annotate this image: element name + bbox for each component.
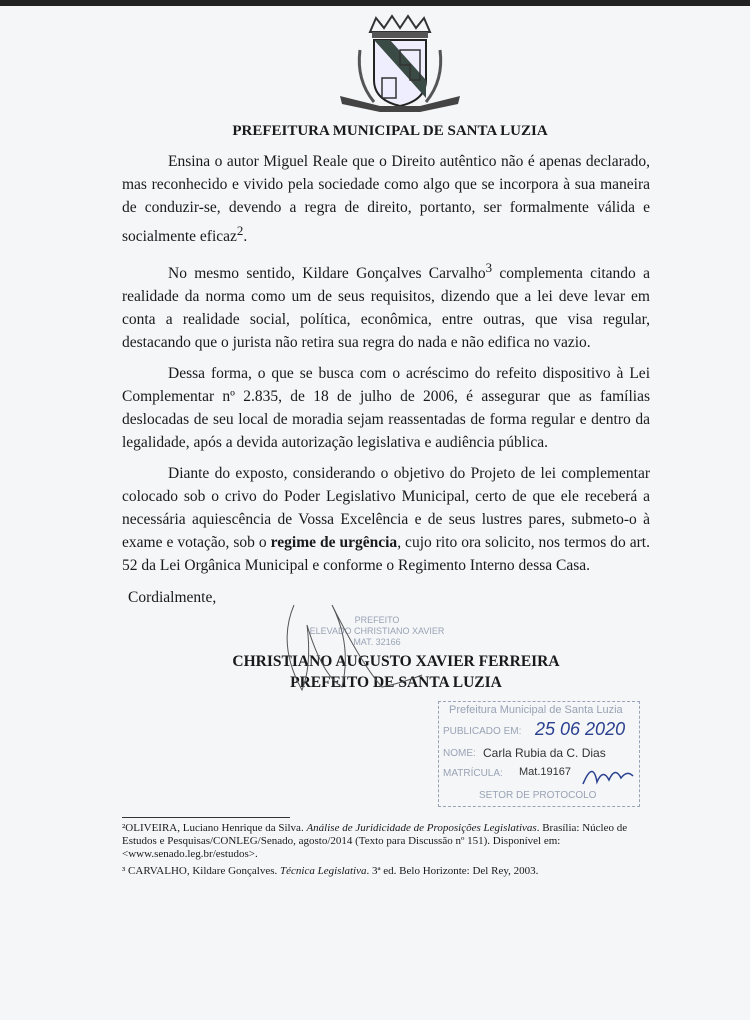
stamp-name: Carla Rubia da C. Dias bbox=[483, 746, 606, 761]
footnote-text: . Brasília: Núcleo de Estudos e Pesquisas/CONLEG/Senado, agosto/2014 (Texto para Discussão nº 151). Disponível em: <www.senado.leg.br/estudos>. bbox=[122, 822, 628, 861]
footnote-ref: 2 bbox=[236, 223, 244, 238]
footnote-ref: 3 bbox=[485, 260, 493, 276]
footnote-3 bbox=[122, 865, 652, 878]
paragraph-text: Dessa forma, o que se busca com o acréscimo do refeito dispositivo à Lei Complementar nº 2.835, de 18 de julho de 2006, é assegurar que as famílias deslocadas de seu local de moradia sejam reassentadas de forma regular e dentro da legalidade, após a devida autorização legislativa e audiência pública. bbox=[122, 365, 650, 452]
letter-body bbox=[122, 150, 650, 878]
stamp-footer: SETOR DE PROTOCOLO bbox=[479, 790, 597, 802]
signatory-name: CHRISTIANO AUGUSTO XAVIER FERREIRA bbox=[232, 653, 560, 671]
paragraph-3 bbox=[122, 362, 650, 454]
stamp-line: ELEVADO CHRISTIANO XAVIER bbox=[309, 626, 445, 637]
closing: Cordialmente, bbox=[128, 589, 217, 607]
paragraph-text: , cujo rito ora solicito, nos termos do art. 52 da Lei Orgânica Municipal e conforme o Regimento Interno dessa Casa. bbox=[122, 534, 650, 575]
scan-edge bbox=[0, 0, 750, 6]
footnote-text: ³ CARVALHO, Kildare Gonçalves. bbox=[122, 865, 281, 878]
stamp-mat: Mat.19167 bbox=[519, 766, 571, 779]
stamp-line: MAT. 32166 bbox=[353, 637, 401, 648]
paragraph-text: Diante do exposto, considerando o objetivo do Projeto de lei complementar colocado sob o crivo do Poder Legislativo Municipal, certo de que ele receberá a necessária aquiescência de Vossa Excelência e de seus lustres pares, submeto-o à exame e votação, sob o bbox=[122, 465, 650, 552]
footnote-title: Análise de Juridicidade de Proposições Legislativas bbox=[306, 822, 537, 835]
paragraph-text: No mesmo sentido, Kildare Gonçalves Carvalho bbox=[168, 265, 486, 283]
footnote-text: ²OLIVEIRA, Luciano Henrique da Silva. bbox=[122, 822, 307, 835]
urgency-emphasis: regime de urgência bbox=[270, 534, 398, 552]
paragraph-2 bbox=[122, 256, 650, 354]
stamp-line: PREFEITO bbox=[354, 615, 400, 626]
paragraph-4 bbox=[122, 462, 650, 577]
stamp-label: NOME: bbox=[443, 748, 476, 760]
coat-of-arms-logo bbox=[330, 10, 470, 115]
signature-block bbox=[122, 615, 650, 693]
footnote-2 bbox=[122, 822, 652, 861]
signatory-role: PREFEITO DE SANTA LUZIA bbox=[290, 674, 502, 692]
handwritten-signature bbox=[272, 595, 472, 705]
published-date: 25 06 2020 bbox=[535, 719, 626, 740]
protocol-stamp bbox=[438, 701, 640, 807]
stamp-label: PUBLICADO EM: bbox=[443, 726, 522, 738]
paragraph-text: Ensina o autor Miguel Reale que o Direito autêntico não é apenas declarado, mas reconhecido e vivido pela sociedade como algo que se incorpora à sua maneira de conduzir-se, devendo a regra de direito, portanto, ser formalmente válida e socialmente eficaz bbox=[122, 153, 650, 246]
stamp-header: Prefeitura Municipal de Santa Luzia bbox=[449, 704, 623, 717]
footnote-title: Técnica Legislativa bbox=[280, 865, 367, 878]
footnote-divider bbox=[122, 817, 290, 818]
paragraph-text: complementa citando a realidade da norma como um de seus requisitos, dizendo que a lei deve levar em conta a realidade social, política, econômica, entre outras, que visa regular, destacando que o jurista não retira sua regra do nada e não edifica no vazio. bbox=[122, 265, 650, 352]
paragraph-1: Ensina o autor Miguel Reale que o Direito autêntico não é apenas declarado, mas reconhecido e vivido pela sociedade como algo que se incorpora à sua maneira de conduzir-se, devendo a regra de direito, portanto, ser formalmente válida e socialmente eficaz$^2$. bbox=[122, 153, 650, 246]
page-title: PREFEITURA MUNICIPAL DE SANTA LUZIA bbox=[232, 123, 548, 139]
stamp-signature bbox=[579, 758, 635, 788]
footnote-text: . 3ª ed. Belo Horizonte: Del Rey, 2003. bbox=[366, 865, 539, 878]
stamp-label: MATRÍCULA: bbox=[443, 768, 503, 780]
